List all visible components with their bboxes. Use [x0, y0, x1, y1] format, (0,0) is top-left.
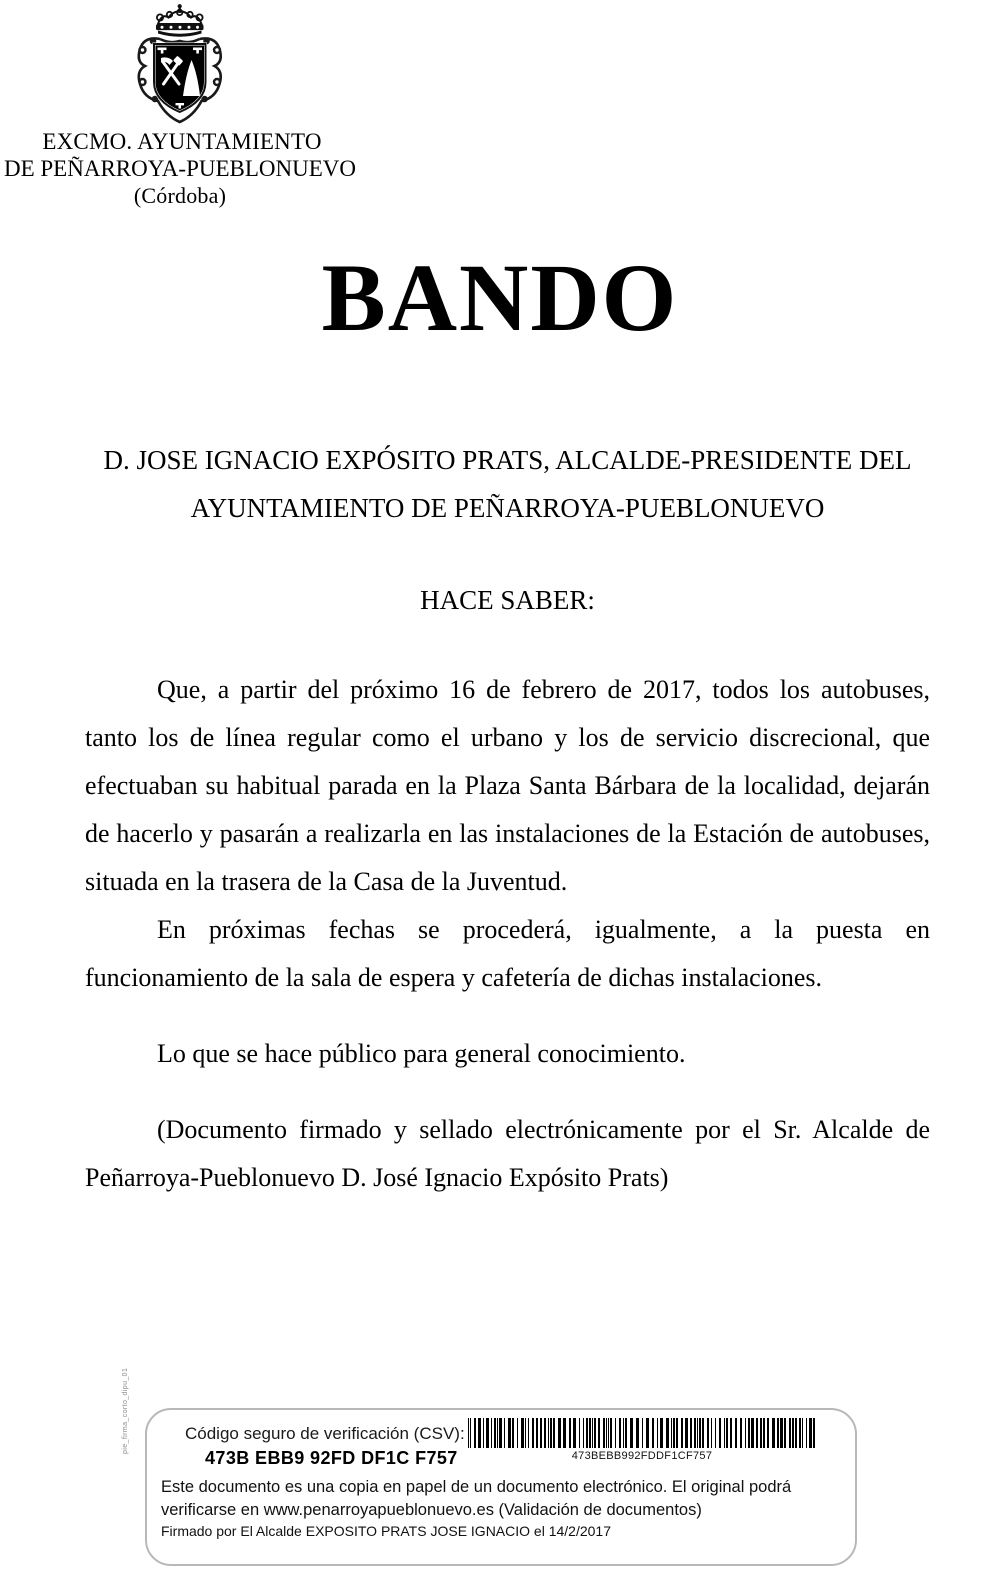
csv-label: Código seguro de verificación (CSV): — [185, 1424, 465, 1443]
stamp-signature-line: Firmado por El Alcalde EXPOSITO PRATS JOSE IGNACIO el 14/2/2017 — [161, 1523, 611, 1539]
header-line-1: EXCMO. AYUNTAMIENTO — [42, 129, 322, 154]
paragraph-1: Que, a partir del próximo 16 de febrero de 2017, todos los autobuses, tanto los de línea regular como el urbano y los de servicio discrecional, que efectuaban su habitual parada en la Plaza Santa Bárbara de la localidad, dejarán de hacerlo y pasarán a realizarla en las instalaciones de la Estación de autobuses, situada en la trasera de la Casa de la Juventud. — [85, 675, 930, 896]
intro-line-2: AYUNTAMIENTO DE PEÑARROYA-PUEBLONUEVO — [190, 493, 825, 523]
header-line-2: DE PEÑARROYA-PUEBLONUEVO — [3, 156, 357, 181]
stamp-side-label: pie_firma_corto_dipu_01 — [122, 1367, 129, 1454]
paragraph-4: (Documento firmado y sellado electrónicamente por el Sr. Alcalde de Peñarroya-Pueblonuevo D. José Ignacio Expósito Prats) — [85, 1115, 930, 1192]
document-body — [85, 436, 930, 1202]
header-line-3: (Córdoba) — [133, 183, 227, 208]
stamp-note: Este documento es una copia en papel de un documento electrónico. El original podrá verificarse en www.penarroyapueblonuevo.es (Validación de documentos) — [161, 1478, 792, 1519]
csv-verification-stamp — [122, 1367, 857, 1566]
intro-line-1: D. JOSE IGNACIO EXPÓSITO PRATS, ALCALDE-PRESIDENTE DEL — [103, 445, 912, 475]
barcode-block — [467, 1418, 817, 1462]
barcode-icon — [467, 1418, 817, 1448]
paragraph-3: Lo que se hace público para general conocimiento. — [157, 1039, 686, 1068]
document-header — [0, 0, 360, 209]
csv-code: 473B EBB9 92FD DF1C F757 — [205, 1448, 458, 1468]
coat-of-arms-icon — [120, 4, 240, 126]
declaration-label: HACE SABER: — [420, 585, 595, 615]
barcode-caption: 473BEBB992FDDF1CF757 — [571, 1450, 713, 1462]
page-title: BANDO — [321, 244, 679, 351]
intro-block — [85, 436, 930, 532]
paragraph-2: En próximas fechas se procederá, igualmente, a la puesta en funcionamiento de la sala de espera y cafetería de dichas instalaciones. — [85, 915, 930, 992]
